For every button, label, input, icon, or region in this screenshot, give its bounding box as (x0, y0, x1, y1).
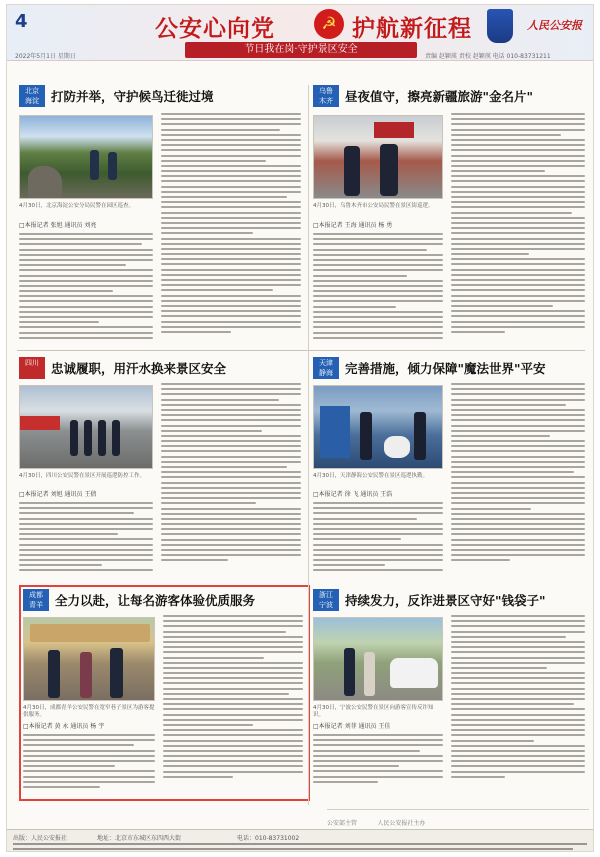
region-tag: 乌鲁 木齐 (313, 85, 339, 107)
article-body (19, 233, 153, 343)
footer-phone: 电话：010-83731002 (237, 835, 300, 842)
photo-caption: 4月30日，四川公安民警在景区开展巡逻防控工作。 (19, 473, 145, 479)
region-tag: 四川 (19, 357, 45, 379)
article-headline: 完善措施，倾力保障"魔法世界"平安 (345, 361, 546, 376)
article-headline: 打防并举，守护候鸟迁徙过境 (51, 89, 214, 104)
article-byline: □本报记者 刘菲 通讯员 王佳 (313, 723, 391, 730)
footer-rule (13, 848, 573, 850)
article-body-col2 (161, 383, 301, 579)
article-body (19, 502, 153, 578)
article-tianjin (313, 357, 585, 579)
photo-caption: 4月30日，北京海淀公安分局民警在园区巡查。 (19, 203, 134, 209)
article-byline: □本报记者 刘旭 通讯员 王倩 (19, 491, 97, 498)
masthead-subtitle: 节日我在岗·守护景区安全 (185, 42, 417, 58)
page-footer (7, 829, 593, 852)
article-headline: 全力以赴，让每名游客体验优质服务 (55, 593, 256, 608)
article-byline: □本报记者 张旭 通讯员 刘亮 (19, 222, 97, 229)
editor-line: 责编 赵颖瑛 责校 赵颖瑛 电话 010-83731211 (425, 53, 551, 60)
page-number: 4 (15, 11, 28, 32)
article-byline: □本报记者 王海 通讯员 杨 勇 (313, 222, 393, 229)
ad-text-2: 人民公安报社主办 (377, 820, 426, 827)
dateline: 2022年5月1日 星期日 (15, 53, 76, 60)
region-tag: 天津 静海 (313, 357, 339, 379)
police-badge-icon (487, 9, 513, 43)
article-photo (19, 385, 153, 469)
footer-rule (13, 843, 587, 845)
photo-caption: 4月30日，天津静海公安民警在景区巡逻执勤。 (313, 473, 428, 479)
article-headline: 昼夜值守，擦亮新疆旅游"金名片" (345, 89, 534, 104)
region-tag: 浙江 宁波 (313, 589, 339, 611)
region-tag: 北京 海淀 (19, 85, 45, 107)
article-photo (313, 617, 443, 701)
article-photo (313, 385, 443, 469)
article-ningbo (313, 589, 585, 803)
paper-logo: 人民公安报 (527, 19, 582, 32)
article-photo (19, 115, 153, 199)
footer-publisher: 出版：人民公安报社 (13, 835, 68, 842)
article-byline: □本报记者 徐 飞 通讯员 王浩 (313, 491, 393, 498)
article-headline: 忠诚履职，用汗水换来景区安全 (51, 361, 227, 376)
region-tag: 成都 青羊 (23, 589, 49, 611)
article-urumqi (313, 85, 585, 347)
article-photo (313, 115, 443, 199)
article-body (313, 502, 443, 578)
article-beijing (19, 85, 301, 347)
highlight-frame (19, 585, 310, 801)
footer-address: 地址：北京市东城区东四西大街 (97, 835, 182, 842)
article-body (313, 734, 443, 792)
newspaper-page (6, 4, 594, 852)
article-body-col2 (161, 113, 301, 345)
section-divider (17, 350, 585, 351)
column-divider (308, 85, 309, 805)
masthead-title-right: 护航新征程 (352, 16, 472, 42)
photo-caption: 4月30日，宁波公安民警在景区向游客宣传反诈知识。 (313, 705, 434, 718)
article-body-col2 (451, 113, 585, 345)
masthead (7, 5, 593, 61)
article-byline: □本报记者 黄 永 通讯员 杨 宇 (23, 723, 105, 730)
party-emblem-icon: ☭ (314, 9, 344, 39)
article-body (313, 233, 443, 343)
article-headline: 持续发力，反诈进景区守好"钱袋子" (345, 593, 546, 608)
photo-caption: 4月30日，乌鲁木齐市公安局民警在景区街巡逻。 (313, 203, 434, 209)
ad-text-1: 公安部主管 (327, 820, 358, 827)
photo-caption: 4月30日，成都青羊公安民警在宽窄巷子景区为游客提供服务。 (23, 705, 155, 718)
article-body-col2 (451, 383, 585, 579)
ad-strip (327, 809, 589, 827)
article-sichuan (19, 357, 301, 579)
article-body-col2 (451, 615, 585, 793)
masthead-title-left: 公安心向党 (155, 16, 275, 42)
